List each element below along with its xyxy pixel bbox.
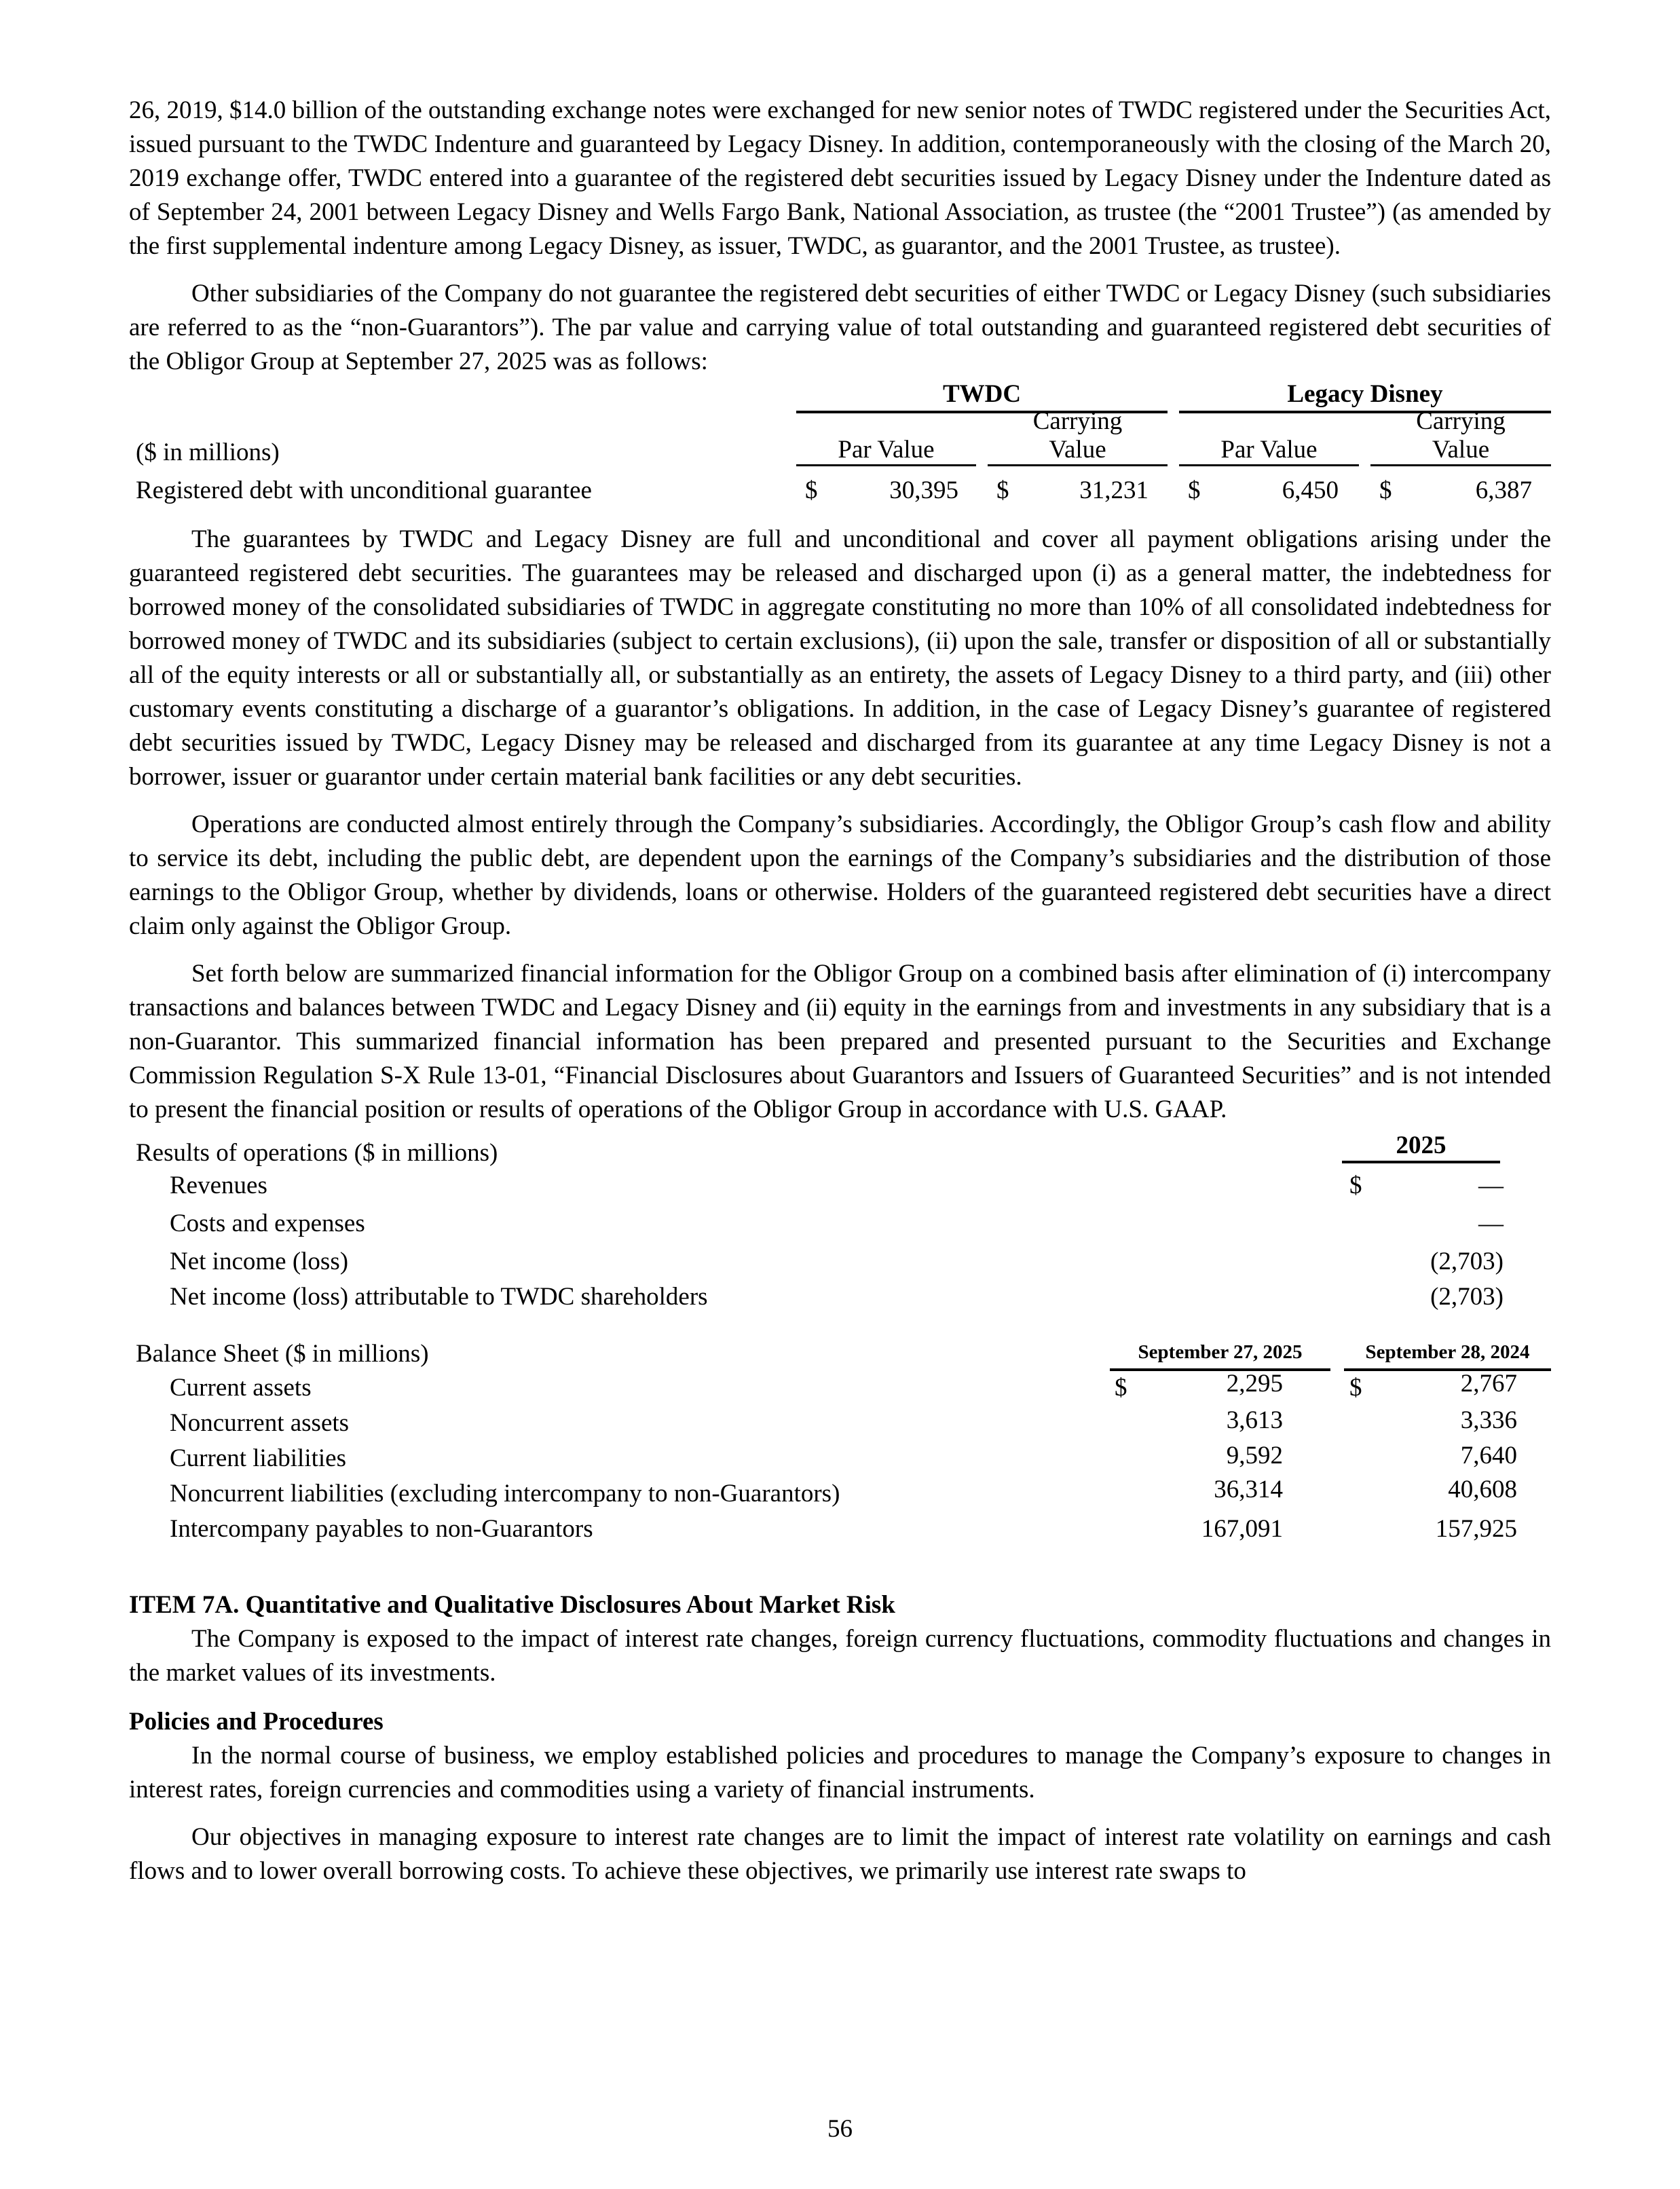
twdc-par-value: 30,395: [889, 476, 958, 504]
legacy-par-value: 6,450: [1282, 476, 1339, 504]
row-label-intercompany-payables: Intercompany payables to non-Guarantors: [170, 1515, 593, 1543]
row-label-registered-debt: Registered debt with unconditional guarantee: [136, 476, 592, 504]
paragraph-summarized-info: Set forth below are summarized financial information for the Obligor Group on a combined basis after elimination of (i) intercompany transactions and balances between TWDC and Legacy Disney and (ii) equity in the earnings from and investments in any subsidiary that is a non-Guarantor. This summarized financial information has been prepared and presented pursuant to the Securities and Exchange Commission Regulation S-X Rule 13-01, “Financial Disclosures about Guarantors and Issuers of Guaranteed Securities” and is not intended to present the financial position or results of operations of the Obligor Group in accordance with U.S. GAAP.: [129, 960, 1551, 1123]
row-label-net-income-twdc: Net income (loss) attributable to TWDC shareholders: [170, 1283, 708, 1311]
currency-symbol: $: [996, 476, 1009, 504]
col-legacy-carrying-value: Carrying Value: [1370, 407, 1551, 466]
balance-sheet-table: [129, 1337, 1551, 1541]
currency-symbol: $: [1349, 1172, 1362, 1199]
currency-symbol: $: [1379, 476, 1392, 504]
value-noncurrent-liabilities-2025: 36,314: [1214, 1476, 1283, 1503]
value-current-liabilities-2024: 7,640: [1460, 1442, 1517, 1470]
value-net-income: (2,703): [1430, 1248, 1504, 1275]
item-7a-heading: ITEM 7A. Quantitative and Qualitative Disclosures About Market Risk: [129, 1591, 895, 1619]
policies-heading: Policies and Procedures: [129, 1708, 384, 1736]
row-label-revenues: Revenues: [170, 1172, 267, 1199]
col-twdc-carrying-value: Carrying Value: [988, 407, 1168, 466]
currency-symbol: $: [1115, 1374, 1127, 1402]
page-number: 56: [827, 2115, 853, 2143]
results-of-operations-table: [129, 1131, 1551, 1320]
twdc-carrying-value: 31,231: [1079, 476, 1149, 504]
unit-label: ($ in millions): [136, 438, 280, 466]
group-header-twdc: TWDC: [796, 379, 1168, 413]
row-label-current-liabilities: Current liabilities: [170, 1444, 346, 1472]
currency-symbol: $: [805, 476, 818, 504]
value-noncurrent-assets-2024: 3,336: [1460, 1406, 1517, 1434]
paragraph-guarantees: The guarantees by TWDC and Legacy Disney are full and unconditional and cover all payment obligations arising under the guaranteed registered debt securities. The guarantees may be released and discharged upon (i) as a general matter, the indebtedness for borrowed money of the consolidated subsidiaries of TWDC in aggregate constituting no more than 10% of all consolidated indebtedness for borrowed money of TWDC and its subsidiaries (subject to certain exclusions), (ii) upon the sale, transfer or disposition of all or substantially all of the equity interests or all or substantially all, or substantially as an entirety, the assets of Legacy Disney to a third party, and (iii) other customary events constituting a discharge of a guarantor’s obligations. In addition, in the case of Legacy Disney’s guarantee of registered debt securities issued by TWDC, Legacy Disney may be released and discharged from its guarantee at any time Legacy Disney is not a borrower, issuer or guarantor under certain material bank facilities or any debt securities.: [129, 525, 1551, 791]
row-label-costs-expenses: Costs and expenses: [170, 1210, 365, 1237]
col-twdc-par-value: Par Value: [796, 436, 976, 466]
value-revenues: —: [1478, 1172, 1504, 1199]
row-label-net-income: Net income (loss): [170, 1248, 349, 1275]
value-current-liabilities-2025: 9,592: [1226, 1442, 1283, 1470]
paragraph-exchange-notes: 26, 2019, $14.0 billion of the outstanding exchange notes were exchanged for new senior notes of TWDC registered under the Securities Act, issued pursuant to the TWDC Indenture and guaranteed by Legacy Disney. In addition, contemporaneously with the closing of the March 20, 2019 exchange offer, TWDC entered into a guarantee of the registered debt securities issued by Legacy Disney under the Indenture dated as of September 24, 2001 between Legacy Disney and Wells Fargo Bank, National Association, as trustee (the “2001 Trustee”) (as amended by the first supplemental indenture among Legacy Disney, as issuer, TWDC, as guarantor, and the 2001 Trustee, as trustee).: [129, 96, 1551, 260]
col-legacy-par-value: Par Value: [1179, 436, 1359, 466]
col-september-28-2024: September 28, 2024: [1344, 1339, 1551, 1371]
value-noncurrent-liabilities-2024: 40,608: [1448, 1476, 1517, 1503]
legacy-carrying-value: 6,387: [1475, 476, 1532, 504]
document-page: [129, 94, 1551, 1888]
year-header: 2025: [1342, 1131, 1500, 1163]
col-september-27-2025: September 27, 2025: [1110, 1339, 1330, 1371]
paragraph-objectives: Our objectives in managing exposure to interest rate changes are to limit the impact of interest rate volatility on earnings and cash flows and to lower overall borrowing costs. To achieve these objectives, we primarily use interest rate swaps to: [129, 1823, 1551, 1885]
value-intercompany-payables-2025: 167,091: [1201, 1515, 1283, 1543]
value-intercompany-payables-2024: 157,925: [1435, 1515, 1517, 1543]
value-costs-expenses: —: [1478, 1210, 1504, 1237]
currency-symbol: $: [1188, 476, 1201, 504]
paragraph-market-risk: The Company is exposed to the impact of interest rate changes, foreign currency fluctuations, commodity fluctuations and changes in the market values of its investments.: [129, 1625, 1551, 1687]
group-header-legacy-disney: Legacy Disney: [1179, 379, 1551, 413]
row-label-current-assets: Current assets: [170, 1374, 312, 1402]
value-current-assets-2024: 2,767: [1460, 1370, 1517, 1398]
paragraph-policies: In the normal course of business, we employ established policies and procedures to manage the Company’s exposure to changes in interest rates, foreign currencies and commodities using a variety of financial instruments.: [129, 1742, 1551, 1803]
value-net-income-twdc: (2,703): [1430, 1283, 1504, 1311]
balance-header: Balance Sheet ($ in millions): [136, 1340, 429, 1368]
paragraph-non-guarantors: Other subsidiaries of the Company do not guarantee the registered debt securities of either TWDC or Legacy Disney (such subsidiaries are referred to as the “non-Guarantors”). The par value and carrying value of total outstanding and guaranteed registered debt securities of the Obligor Group at September 27, 2025 was as follows:: [129, 280, 1551, 375]
paragraph-operations: Operations are conducted almost entirely through the Company’s subsidiaries. Accordingly, the Obligor Group’s cash flow and ability to service its debt, including the public debt, are dependent upon the earnings of the Company’s subsidiaries and the distribution of those earnings to the Obligor Group, whether by dividends, loans or otherwise. Holders of the guaranteed registered debt securities have a direct claim only against the Obligor Group.: [129, 810, 1551, 940]
row-label-noncurrent-liabilities: Noncurrent liabilities (excluding intercompany to non-Guarantors): [170, 1480, 840, 1508]
value-current-assets-2025: 2,295: [1226, 1370, 1283, 1398]
currency-symbol: $: [1349, 1374, 1362, 1402]
row-label-noncurrent-assets: Noncurrent assets: [170, 1409, 350, 1437]
registered-debt-table: [129, 379, 1551, 523]
value-noncurrent-assets-2025: 3,613: [1226, 1406, 1283, 1434]
results-header: Results of operations ($ in millions): [136, 1139, 498, 1167]
